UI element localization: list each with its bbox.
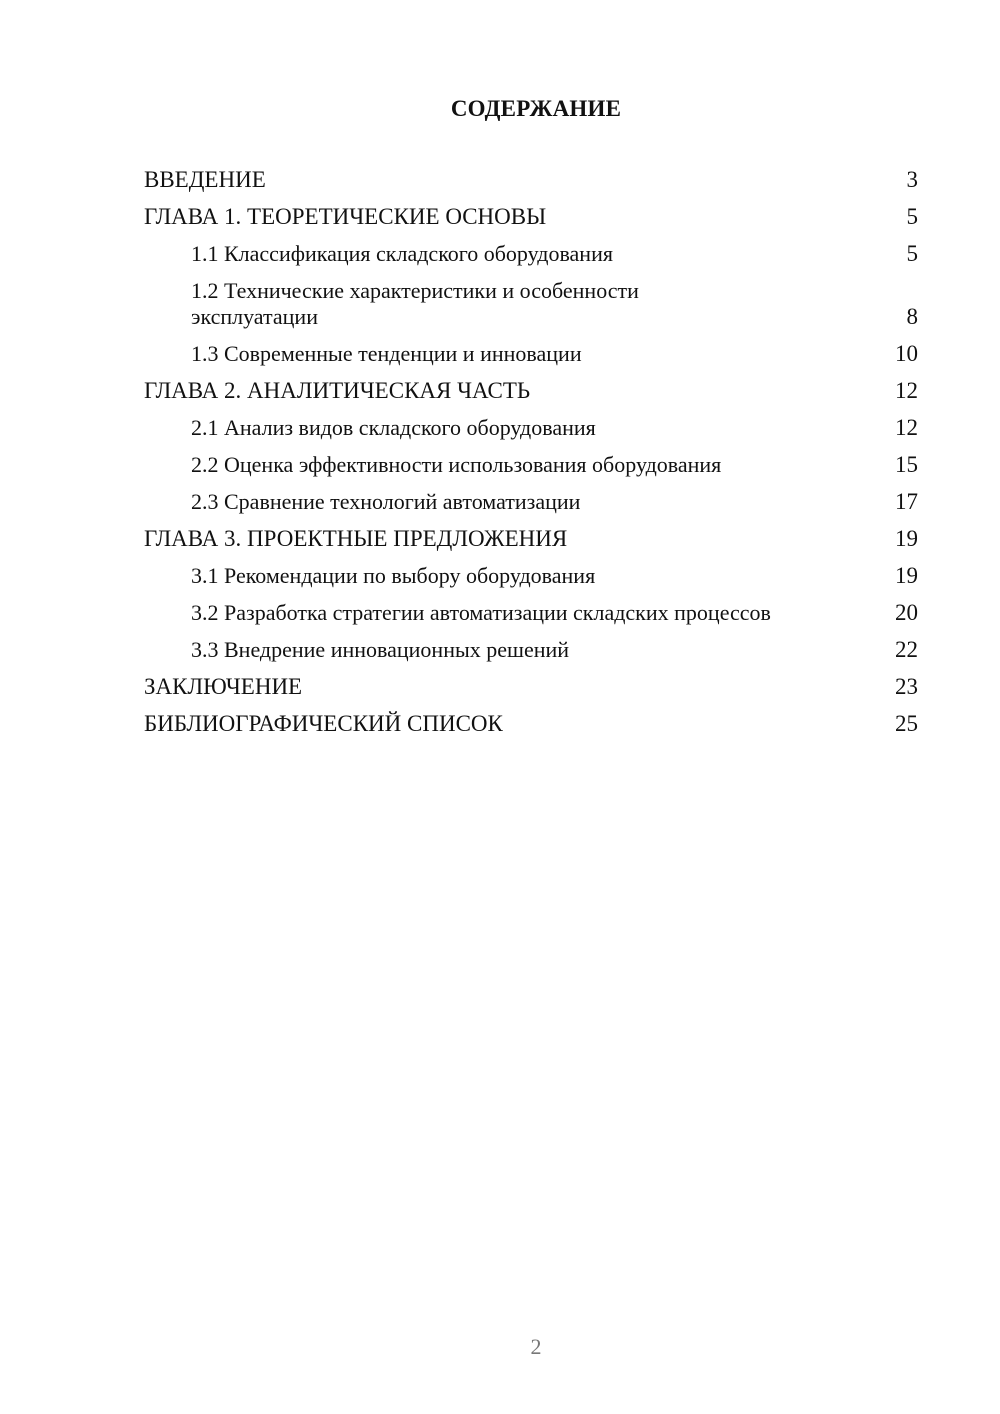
toc-entry-section-2-3[interactable] [144, 489, 918, 515]
toc-entry-section-2-1[interactable] [144, 415, 918, 441]
toc-entry-section-2-2[interactable] [144, 452, 918, 478]
toc-entry-page: 5 [906, 241, 918, 266]
toc-entry-bibliography[interactable] [144, 711, 918, 737]
toc-entry-page: 15 [895, 452, 918, 477]
toc-entry-section-3-3[interactable] [144, 637, 918, 663]
toc-entry-label: ЗАКЛЮЧЕНИЕ [144, 674, 303, 699]
toc-entry-label: 3.1 Рекомендации по выбору оборудования [191, 563, 596, 588]
toc-entry-conclusion[interactable] [144, 674, 918, 700]
toc-entry-chapter-1[interactable] [144, 204, 918, 230]
toc-entry-label: 2.1 Анализ видов складского оборудования [191, 415, 596, 440]
toc-entry-page: 17 [895, 489, 918, 514]
toc-entry-label: 1.1 Классификация складского оборудования [191, 241, 613, 266]
toc-entry-introduction[interactable] [144, 167, 918, 193]
table-of-contents [144, 167, 918, 748]
toc-entry-label: 1.3 Современные тенденции и инновации [191, 341, 582, 366]
toc-entry-page: 3 [906, 167, 918, 192]
toc-entry-label: ГЛАВА 1. ТЕОРЕТИЧЕСКИЕ ОСНОВЫ [144, 204, 547, 229]
toc-entry-label: ВВЕДЕНИЕ [144, 167, 266, 192]
toc-entry-section-1-3[interactable] [144, 341, 918, 367]
toc-entry-page: 19 [895, 563, 918, 588]
toc-entry-label: ГЛАВА 2. АНАЛИТИЧЕСКАЯ ЧАСТЬ [144, 378, 531, 403]
toc-entry-label: 1.2 Технические характеристики и особенности эксплуатации [191, 278, 639, 329]
toc-entry-section-1-2[interactable] [144, 278, 918, 330]
toc-entry-page: 8 [906, 304, 918, 329]
toc-entry-page: 20 [895, 600, 918, 625]
toc-entry-chapter-2[interactable] [144, 378, 918, 404]
toc-entry-label: 3.3 Внедрение инновационных решений [191, 637, 570, 662]
page-title: СОДЕРЖАНИЕ [450, 96, 622, 121]
toc-entry-page: 25 [895, 711, 918, 736]
toc-entry-label: ГЛАВА 3. ПРОЕКТНЫЕ ПРЕДЛОЖЕНИЯ [144, 526, 568, 551]
toc-entry-page: 12 [895, 415, 918, 440]
toc-entry-section-3-2[interactable] [144, 600, 918, 626]
toc-entry-page: 22 [895, 637, 918, 662]
toc-entry-page: 5 [906, 204, 918, 229]
toc-entry-chapter-3[interactable] [144, 526, 918, 552]
toc-entry-page: 19 [895, 526, 918, 551]
toc-entry-section-3-1[interactable] [144, 563, 918, 589]
toc-entry-label: 2.2 Оценка эффективности использования оборудования [191, 452, 722, 477]
toc-entry-label: 3.2 Разработка стратегии автоматизации складских процессов [191, 600, 771, 625]
toc-entry-label: БИБЛИОГРАФИЧЕСКИЙ СПИСОК [144, 711, 503, 736]
toc-entry-label: 2.3 Сравнение технологий автоматизации [191, 489, 581, 514]
toc-entry-page: 12 [895, 378, 918, 403]
toc-entry-section-1-1[interactable] [144, 241, 918, 267]
toc-entry-page: 23 [895, 674, 918, 699]
toc-entry-page: 10 [895, 341, 918, 366]
page-number: 2 [530, 1334, 542, 1359]
